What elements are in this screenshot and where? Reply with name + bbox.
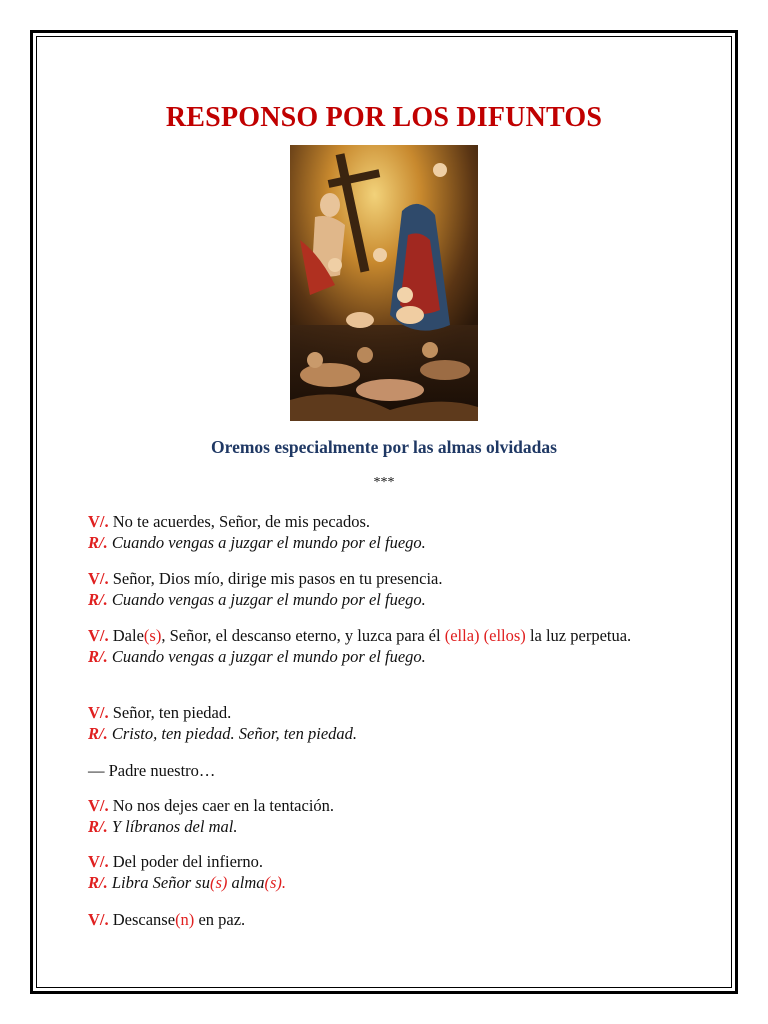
verse-block-3 xyxy=(88,625,680,667)
verse-block-4 xyxy=(88,702,680,744)
plural-suffix: (s). xyxy=(264,873,287,892)
response-line xyxy=(88,646,680,667)
versicle-text: Señor, ten piedad. xyxy=(112,703,232,722)
versicle-text: Dale xyxy=(112,626,144,645)
versicle-text: Descanse xyxy=(112,910,176,929)
response-line xyxy=(88,723,680,744)
response-marker: R/. xyxy=(88,817,108,836)
plural-suffix: (s) xyxy=(143,626,162,645)
versicle-marker: V/. xyxy=(88,512,109,531)
versicle-marker: V/. xyxy=(88,910,109,929)
gender-variants: (ella) (ellos) xyxy=(444,626,526,645)
versicle-line xyxy=(88,851,680,872)
response-text: alma xyxy=(227,873,265,892)
response-marker: R/. xyxy=(88,724,108,743)
verse-block-2 xyxy=(88,568,680,610)
plural-suffix: (n) xyxy=(175,910,195,929)
verse-block-1 xyxy=(88,511,680,553)
religious-painting-image xyxy=(290,145,478,421)
response-text: Libra Señor su xyxy=(111,873,210,892)
page-title: RESPONSO POR LOS DIFUNTOS xyxy=(165,102,603,133)
versicle-line xyxy=(88,625,680,646)
verse-block-7 xyxy=(88,909,680,930)
versicle-text: No te acuerdes, Señor, de mis pecados. xyxy=(112,512,371,531)
versicle-text: Del poder del infierno. xyxy=(112,852,264,871)
versicle-text: Señor, Dios mío, dirige mis pasos en tu presencia. xyxy=(112,569,443,588)
padre-nuestro-text: — Padre nuestro… xyxy=(88,761,216,780)
verse-block-5 xyxy=(88,795,680,837)
versicle-marker: V/. xyxy=(88,569,109,588)
versicle-marker: V/. xyxy=(88,626,109,645)
response-line xyxy=(88,872,680,893)
versicle-marker: V/. xyxy=(88,852,109,871)
response-marker: R/. xyxy=(88,533,108,552)
versicle-line xyxy=(88,702,680,723)
versicle-text: en paz. xyxy=(194,910,246,929)
response-line xyxy=(88,532,680,553)
versicle-marker: V/. xyxy=(88,703,109,722)
versicle-line xyxy=(88,511,680,532)
versicle-text: No nos dejes caer en la tentación. xyxy=(112,796,335,815)
versicle-line xyxy=(88,909,680,930)
versicle-line xyxy=(88,568,680,589)
separator-stars: *** xyxy=(373,475,395,490)
response-line xyxy=(88,816,680,837)
response-line xyxy=(88,589,680,610)
response-marker: R/. xyxy=(88,873,108,892)
response-marker: R/. xyxy=(88,590,108,609)
response-marker: R/. xyxy=(88,647,108,666)
verse-block-6 xyxy=(88,851,680,893)
versicle-text: la luz perpetua. xyxy=(525,626,632,645)
subtitle: Oremos especialmente por las almas olvidadas xyxy=(211,437,557,457)
versicle-line xyxy=(88,795,680,816)
response-text: Y líbranos del mal. xyxy=(111,817,238,836)
response-text: Cuando vengas a juzgar el mundo por el fuego. xyxy=(111,533,426,552)
versicle-text: , Señor, el descanso eterno, y luzca para él xyxy=(161,626,445,645)
response-text: Cuando vengas a juzgar el mundo por el fuego. xyxy=(111,590,426,609)
response-text: Cristo, ten piedad. Señor, ten piedad. xyxy=(111,724,358,743)
versicle-marker: V/. xyxy=(88,796,109,815)
padre-nuestro-line xyxy=(88,760,680,781)
plural-suffix: (s) xyxy=(209,873,228,892)
response-text: Cuando vengas a juzgar el mundo por el fuego. xyxy=(111,647,426,666)
